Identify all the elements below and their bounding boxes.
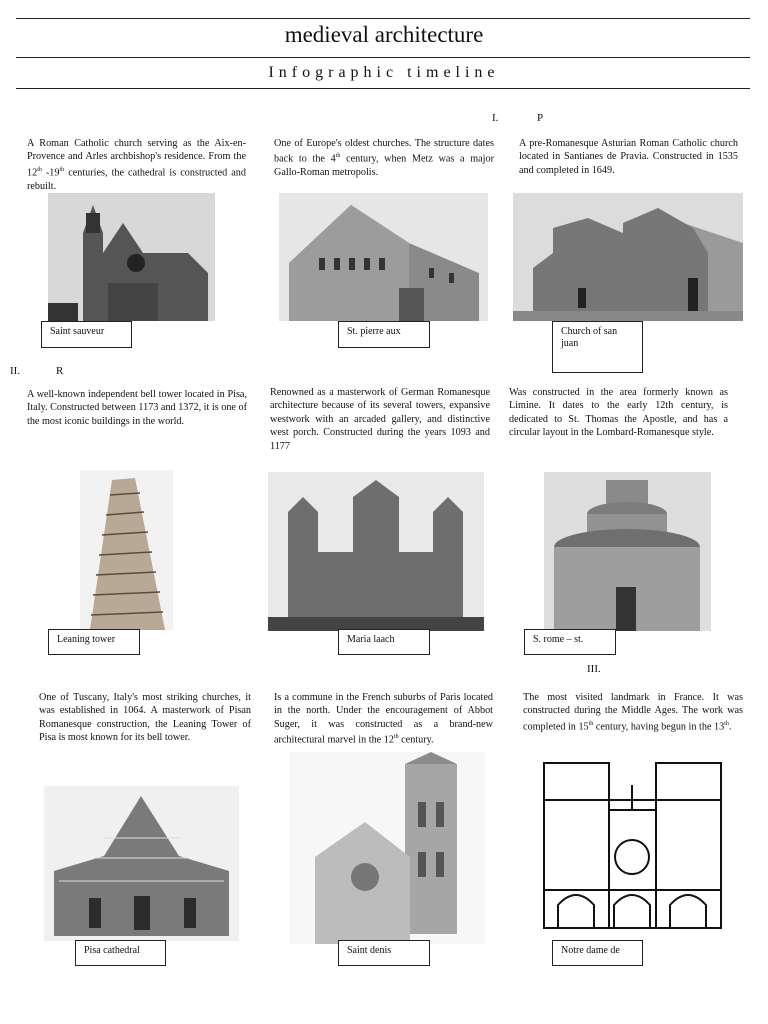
top-rule [16, 18, 750, 19]
title-rule [16, 57, 750, 58]
card-6-label: S. rome – st. [524, 629, 616, 655]
card-9-description: The most visited landmark in France. It was constructed during the Middle Ages. The work was completed in 15th century, having begun in the 13th. [523, 692, 743, 733]
card-2-photo [279, 193, 488, 321]
card-7-label: Pisa cathedral [75, 940, 166, 966]
page-subtitle: Infographic timeline [268, 64, 500, 81]
card-1-photo [48, 193, 215, 321]
card-5-description: Renowned as a masterwork of German Romanesque architecture because of its several towers, expansive westwork with an arcaded gallery, and distinctive west porch. Constructed during the years 1093 and 1177 [270, 387, 490, 452]
card-3-photo [513, 193, 743, 321]
card-9-label: Notre dame de [552, 940, 643, 966]
card-5-photo [268, 472, 484, 631]
card-6-description: Was constructed in the area formerly known as Limine. It dates to the early 12th century, is dedicated to St. Thomas the Apostle, and has a circular layout in the Lombard-Romanesque style. [509, 387, 728, 439]
card-5-label: Maria laach [338, 629, 430, 655]
card-9-photo [528, 755, 740, 933]
card-8-photo [290, 752, 485, 944]
card-3-label: Church of san juan [552, 321, 643, 373]
marker-roman-1: I. [492, 112, 499, 124]
card-7-photo [44, 786, 239, 941]
card-1-label: Saint sauveur [41, 321, 132, 348]
card-1-description: A Roman Catholic church serving as the Aix-en-Provence and Arles archbishop's residence. From the 12th -19th centuries, the cathedral is constructed and rebuilt. [27, 138, 246, 192]
card-4-description: A well-known independent bell tower located in Pisa, Italy. Constructed between 1173 and 1372, it is one of the most iconic buildings in the world. [27, 389, 247, 427]
card-6-photo [544, 472, 711, 631]
card-4-photo [80, 470, 173, 630]
card-8-label: Saint denis [338, 940, 430, 966]
card-7-description: One of Tuscany, Italy's most striking churches, it was established in 1064. A masterwork of Pisan Romanesque construction, the Leaning Tower of Pisa is most known for its bell tower. [39, 692, 251, 744]
card-3-description: A pre-Romanesque Asturian Roman Catholic church located in Santianes de Pravia. Constructed in 1535 and completed in 1649. [519, 138, 738, 176]
card-8-description: Is a commune in the French suburbs of Paris located in the north. Under the encouragement of Abbot Suger, it was constructed as a brand-new architectural marvel in the 12th century. [274, 692, 493, 746]
marker-roman-3: III. [587, 663, 601, 675]
page-title: medieval architecture [284, 22, 484, 47]
subtitle-rule [16, 88, 750, 89]
marker-letter-p: P [537, 112, 544, 124]
card-4-label: Leaning tower [48, 629, 140, 655]
marker-roman-2: II. [10, 365, 21, 377]
marker-letter-r: R [56, 365, 64, 377]
card-2-description: One of Europe's oldest churches. The structure dates back to the 4th century, when Metz was a major Gallo-Roman metropolis. [274, 138, 494, 179]
card-2-label: St. pierre aux [338, 321, 430, 348]
